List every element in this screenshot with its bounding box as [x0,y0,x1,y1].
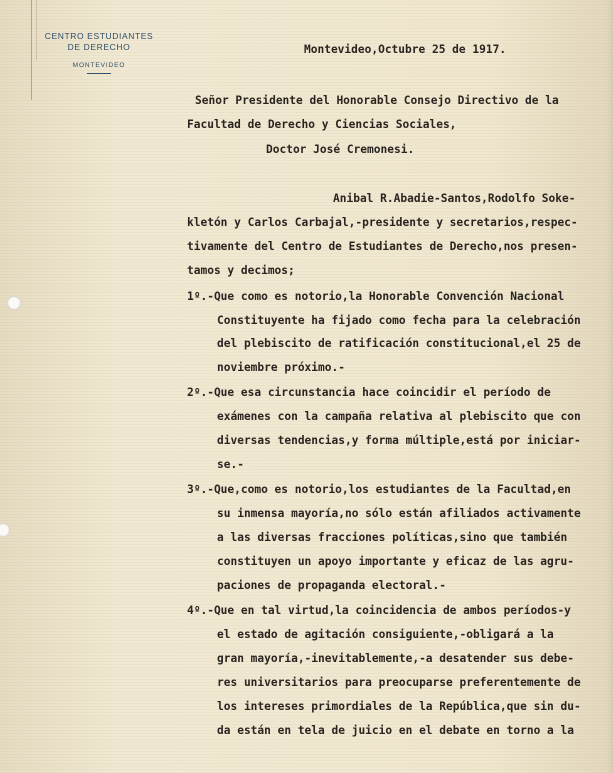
point-line: se.- [217,458,244,471]
point-line: Constituyente ha fijado como fecha para la celebración [217,314,581,327]
point-line: 2º.-Que esa circunstancia hace coincidir el período de [187,386,551,399]
letterhead-subname: DE DERECHO [67,42,131,52]
point-line: noviembre próximo.- [217,361,345,374]
punch-hole [0,523,10,537]
letterhead-rule [87,73,111,74]
letterhead-name: CENTRO ESTUDIANTES [44,31,154,41]
letterhead-city: MONTEVIDEO [72,62,126,69]
point-line: 4º.-Que en tal virtud,la coincidencia de ambos períodos-y [187,604,571,617]
fold-line [36,0,37,60]
point-line: gran mayoría,-inevitablemente,-a desatender sus debe- [217,652,574,665]
point-line: a las diversas fracciones políticas,sino que también [217,531,568,544]
addressee-line: Señor Presidente del Honorable Consejo Directivo de la [195,94,559,107]
point-line: res universitarios para preocuparse preferentemente de [217,676,581,689]
point-line: su inmensa mayoría,no sólo están afiliados activamente [217,507,581,520]
punch-hole [7,296,21,310]
point-line: los intereses primordiales de la República,que sin du- [217,700,581,713]
point-line: el estado de agitación consiguiente,-obligará a la [217,628,554,641]
point-line: del plebiscito de ratificación constitucional,el 25 de [217,337,581,350]
intro-line: Anibal R.Abadie-Santos,Rodolfo Soke- [333,192,576,205]
addressee-line: Doctor José Cremonesi. [266,143,415,156]
addressee-line: Facultad de Derecho y Ciencias Sociales, [187,118,457,131]
point-line: 3º.-Que,como es notorio,los estudiantes de la Facultad,en [187,483,571,496]
paper-edge [607,0,613,773]
date-line: Montevideo,Octubre 25 de 1917. [304,43,507,56]
intro-line: tivamente del Centro de Estudiantes de Derecho,nos presen- [187,240,578,253]
point-line: paciones de propaganda electoral.- [217,579,447,592]
intro-line: tamos y decimos; [187,264,295,277]
point-line: 1º.-Que como es notorio,la Honorable Convención Nacional [187,290,565,303]
point-line: diversas tendencias,y forma múltiple,está por iniciar- [217,434,581,447]
fold-line [31,0,32,100]
point-line: exámenes con la campaña relativa al plebiscito que con [217,410,581,423]
letterhead [38,31,160,74]
intro-line: kletón y Carlos Carbajal,-presidente y secretarios,respec- [187,216,578,229]
point-line: da están en tela de juicio en el debate en torno a la [217,724,574,737]
point-line: constituyen un apoyo importante y eficaz de las agru- [217,555,574,568]
